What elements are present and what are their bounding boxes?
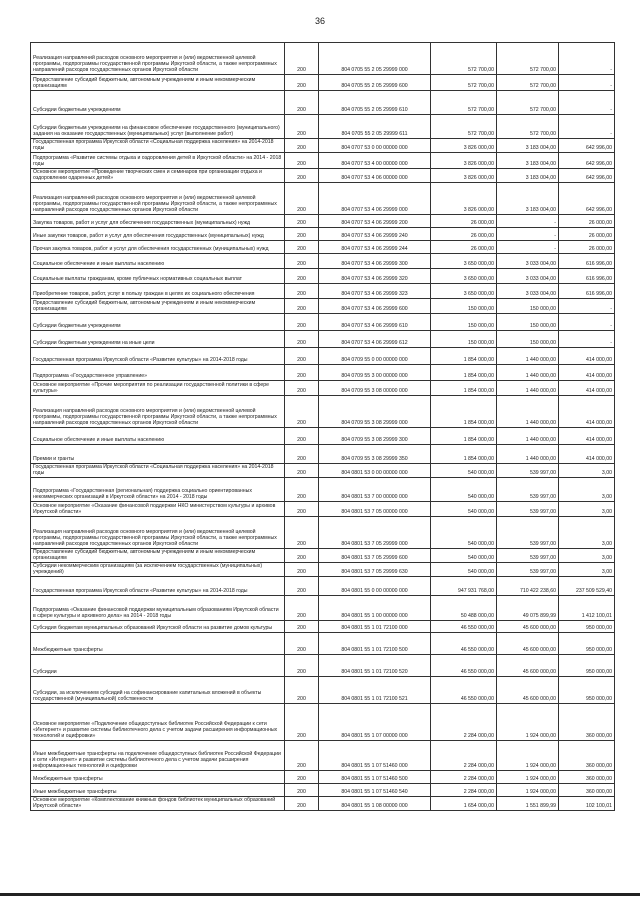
row-name: Государственная программа Иркутской области «Социальная поддержка населения» на 2014-2018 годы (31, 464, 285, 478)
row-admin-code: 200 (285, 797, 319, 811)
row-total: 46 550 000,00 (431, 677, 497, 704)
row-name: Иные закупки товаров, работ и услуг для обеспечения государственных (муниципальных) нужд (31, 228, 285, 241)
row-total: 1 854 000,00 (431, 396, 497, 428)
row-amount-2016: 616 996,00 (559, 254, 615, 269)
row-name: Предоставление субсидий бюджетным, автономным учреждениям и иным некоммерческим организациям (31, 549, 285, 563)
row-amount-2015: 3 033 004,00 (497, 254, 559, 269)
table-row (31, 677, 615, 704)
row-name: Субсидия бюджетам муниципальных образований Иркутской области на развитие домов культуры (31, 621, 285, 633)
row-amount-2015: 572 700,00 (497, 115, 559, 139)
row-admin-code: 200 (285, 563, 319, 577)
table-row (31, 771, 615, 784)
row-amount-2016: 642 996,00 (559, 169, 615, 183)
row-amount-2015: 539 997,00 (497, 517, 559, 549)
row-admin-code: 200 (285, 784, 319, 797)
row-name: Межбюджетные трансферты (31, 633, 285, 655)
row-amount-2016: 616 996,00 (559, 269, 615, 284)
row-amount-2015: 572 700,00 (497, 91, 559, 115)
row-amount-2015: 1 924 000,00 (497, 704, 559, 741)
row-admin-code: 200 (285, 215, 319, 228)
row-total: 26 000,00 (431, 241, 497, 254)
row-admin-code: 200 (285, 704, 319, 741)
row-amount-2016: 3,00 (559, 549, 615, 563)
row-budget-code: 804 0707 53 4 06 29999 300 (319, 254, 431, 269)
table-row (31, 428, 615, 445)
row-amount-2016: - (559, 91, 615, 115)
row-budget-code: 804 0801 53 7 05 00000 000 (319, 502, 431, 517)
row-admin-code: 200 (285, 464, 319, 478)
row-admin-code: 200 (285, 478, 319, 502)
row-admin-code: 200 (285, 396, 319, 428)
row-admin-code: 200 (285, 241, 319, 254)
row-amount-2016: 26 000,00 (559, 228, 615, 241)
row-amount-2016: 950 000,00 (559, 633, 615, 655)
row-admin-code: 200 (285, 284, 319, 299)
table-row (31, 183, 615, 215)
row-total: 2 284 000,00 (431, 704, 497, 741)
table-row (31, 299, 615, 314)
row-budget-code: 804 0707 53 4 06 29999 320 (319, 269, 431, 284)
row-total: 572 700,00 (431, 75, 497, 91)
row-amount-2015: 1 440 000,00 (497, 445, 559, 464)
row-budget-code: 804 0709 55 3 08 00000 000 (319, 381, 431, 396)
table-row (31, 517, 615, 549)
row-amount-2015: 3 033 004,00 (497, 269, 559, 284)
row-amount-2015: 150 000,00 (497, 299, 559, 314)
row-amount-2016: - (559, 314, 615, 331)
row-total: 1 854 000,00 (431, 428, 497, 445)
row-amount-2016: 3,00 (559, 563, 615, 577)
row-name: Субсидии некоммерческим организациям (за исключением государственных (муниципальных) учреждений) (31, 563, 285, 577)
row-admin-code: 200 (285, 502, 319, 517)
row-amount-2016: 642 996,00 (559, 183, 615, 215)
row-admin-code: 200 (285, 331, 319, 348)
row-admin-code: 200 (285, 254, 319, 269)
table-row (31, 215, 615, 228)
table-row (31, 655, 615, 677)
row-budget-code: 804 0709 55 0 00 00000 000 (319, 348, 431, 365)
row-name: Реализация направлений расходов основного мероприятия и (или) ведомственной целевой программы, подпрограммы государственной программы Иркутской области, а также непрограммных направлений расходов государственных органов Иркутской области (31, 183, 285, 215)
row-name: Государственная программа Иркутской области «Развитие культуры» на 2014-2018 годы (31, 577, 285, 596)
table-row (31, 75, 615, 91)
row-admin-code: 200 (285, 677, 319, 704)
row-total: 150 000,00 (431, 331, 497, 348)
row-amount-2015: 150 000,00 (497, 314, 559, 331)
row-amount-2016: - (559, 115, 615, 139)
row-budget-code: 804 0801 55 1 00 00000 000 (319, 596, 431, 621)
row-admin-code: 200 (285, 655, 319, 677)
row-admin-code: 200 (285, 91, 319, 115)
row-amount-2015: 539 997,00 (497, 464, 559, 478)
row-total: 1 654 000,00 (431, 797, 497, 811)
table-row (31, 331, 615, 348)
row-amount-2016: 414 000,00 (559, 445, 615, 464)
row-name: Социальное обеспечение и иные выплаты населению (31, 428, 285, 445)
table-row (31, 314, 615, 331)
row-name: Предоставление субсидий бюджетным, автономным учреждениям и иным некоммерческим организациям (31, 299, 285, 314)
row-amount-2015: 3 033 004,00 (497, 284, 559, 299)
row-amount-2016: - (559, 331, 615, 348)
row-budget-code: 804 0801 55 1 01 72100 500 (319, 633, 431, 655)
row-total: 2 284 000,00 (431, 771, 497, 784)
row-total: 26 000,00 (431, 228, 497, 241)
row-amount-2016: 642 996,00 (559, 153, 615, 169)
row-budget-code: 804 0707 53 4 06 29999 000 (319, 183, 431, 215)
row-amount-2015: 539 997,00 (497, 502, 559, 517)
row-total: 1 854 000,00 (431, 365, 497, 381)
row-budget-code: 804 0801 55 1 07 51460 500 (319, 771, 431, 784)
row-admin-code: 200 (285, 741, 319, 771)
row-budget-code: 804 0705 55 2 05 29999 611 (319, 115, 431, 139)
table-row (31, 549, 615, 563)
row-amount-2016: 360 000,00 (559, 771, 615, 784)
row-name: Социальные выплаты гражданам, кроме публичных нормативных социальных выплат (31, 269, 285, 284)
row-name: Субсидии бюджетным учреждениям на финансовое обеспечение государственного (муниципального) задания на оказание государственных (муниципальных) услуг (выполнение работ) (31, 115, 285, 139)
row-total: 2 284 000,00 (431, 741, 497, 771)
table-row (31, 284, 615, 299)
table-row (31, 153, 615, 169)
row-amount-2015: 1 440 000,00 (497, 348, 559, 365)
row-amount-2015: 1 440 000,00 (497, 381, 559, 396)
table-row (31, 348, 615, 365)
row-amount-2015: 3 183 004,00 (497, 153, 559, 169)
row-name: Подпрограмма «Государственная (региональная) поддержка социально ориентированных некоммерческих организаций в Иркутской области» на 2014 - 2018 годы (31, 478, 285, 502)
row-amount-2015: 1 440 000,00 (497, 428, 559, 445)
row-admin-code: 200 (285, 183, 319, 215)
row-amount-2015: 1 551 899,99 (497, 797, 559, 811)
row-budget-code: 804 0709 55 3 08 29999 350 (319, 445, 431, 464)
row-amount-2016: 26 000,00 (559, 241, 615, 254)
row-amount-2016: - (559, 43, 615, 75)
row-budget-code: 804 0707 53 4 06 29999 244 (319, 241, 431, 254)
table-row (31, 269, 615, 284)
row-amount-2015: 1 924 000,00 (497, 771, 559, 784)
row-amount-2016: 616 996,00 (559, 284, 615, 299)
row-name: Основное мероприятие «Комплектование книжных фондов библиотек муниципальных образований Иркутской области» (31, 797, 285, 811)
row-amount-2015: 539 997,00 (497, 549, 559, 563)
row-budget-code: 804 0801 55 1 01 72100 520 (319, 655, 431, 677)
row-name: Субсидии бюджетным учреждениям (31, 91, 285, 115)
row-admin-code: 200 (285, 445, 319, 464)
row-name: Иные межбюджетные трансферты на подключение общедоступных библиотек Российской Федерации к сети «Интернет» и развитие системы библиотечного дела с учетом задачи расширения информационных технологий и оцифровки (31, 741, 285, 771)
row-amount-2015: 45 600 000,00 (497, 677, 559, 704)
row-total: 1 854 000,00 (431, 445, 497, 464)
row-amount-2016: 3,00 (559, 464, 615, 478)
row-admin-code: 200 (285, 139, 319, 153)
row-budget-code: 804 0801 55 1 01 72100 000 (319, 621, 431, 633)
row-amount-2016: - (559, 75, 615, 91)
row-amount-2016: 414 000,00 (559, 365, 615, 381)
row-name: Прочая закупка товаров, работ и услуг для обеспечения государственных (муниципальных) нужд (31, 241, 285, 254)
row-amount-2016: 414 000,00 (559, 396, 615, 428)
table-row (31, 797, 615, 811)
row-admin-code: 200 (285, 596, 319, 621)
row-total: 572 700,00 (431, 43, 497, 75)
page-number: 36 (314, 16, 325, 26)
row-total: 3 826 000,00 (431, 183, 497, 215)
row-total: 3 826 000,00 (431, 169, 497, 183)
row-amount-2015: 710 422 238,60 (497, 577, 559, 596)
table-row (31, 381, 615, 396)
row-amount-2015: - (497, 241, 559, 254)
row-amount-2016: 3,00 (559, 517, 615, 549)
row-amount-2016: 102 100,01 (559, 797, 615, 811)
row-amount-2016: 360 000,00 (559, 704, 615, 741)
row-admin-code: 200 (285, 228, 319, 241)
row-budget-code: 804 0705 55 2 05 29999 600 (319, 75, 431, 91)
row-total: 46 550 000,00 (431, 655, 497, 677)
row-amount-2015: 1 924 000,00 (497, 784, 559, 797)
table-row (31, 502, 615, 517)
row-amount-2016: 950 000,00 (559, 655, 615, 677)
row-budget-code: 804 0801 53 7 05 29999 000 (319, 517, 431, 549)
row-name: Социальное обеспечение и иные выплаты населению (31, 254, 285, 269)
table-row (31, 91, 615, 115)
row-amount-2016: 414 000,00 (559, 348, 615, 365)
row-budget-code: 804 0801 53 0 00 00000 000 (319, 464, 431, 478)
row-budget-code: 804 0707 53 4 06 29999 612 (319, 331, 431, 348)
row-amount-2015: 539 997,00 (497, 563, 559, 577)
row-amount-2016: 950 000,00 (559, 677, 615, 704)
row-amount-2015: 45 600 000,00 (497, 655, 559, 677)
row-total: 540 000,00 (431, 502, 497, 517)
row-amount-2015: 1 924 000,00 (497, 741, 559, 771)
table-row (31, 563, 615, 577)
row-admin-code: 200 (285, 517, 319, 549)
table-row (31, 365, 615, 381)
row-budget-code: 804 0707 53 4 06 00000 000 (319, 169, 431, 183)
row-name: Субсидии (31, 655, 285, 677)
row-budget-code: 804 0801 55 0 00 00000 000 (319, 577, 431, 596)
row-total: 26 000,00 (431, 215, 497, 228)
row-budget-code: 804 0801 55 1 08 00000 000 (319, 797, 431, 811)
row-total: 3 650 000,00 (431, 269, 497, 284)
row-total: 947 931 768,00 (431, 577, 497, 596)
budget-table (30, 42, 615, 811)
row-budget-code: 804 0801 53 7 05 29999 600 (319, 549, 431, 563)
row-budget-code: 804 0705 55 2 05 29999 000 (319, 43, 431, 75)
row-admin-code: 200 (285, 348, 319, 365)
row-name: Приобретение товаров, работ, услуг в пользу граждан в целях их социального обеспечения (31, 284, 285, 299)
row-amount-2015: 1 440 000,00 (497, 365, 559, 381)
row-name: Государственная программа Иркутской области «Развитие культуры» на 2014-2018 годы (31, 348, 285, 365)
row-amount-2016: 3,00 (559, 502, 615, 517)
row-total: 540 000,00 (431, 478, 497, 502)
row-budget-code: 804 0801 55 1 07 00000 000 (319, 704, 431, 741)
row-admin-code: 200 (285, 43, 319, 75)
row-budget-code: 804 0705 55 2 05 29999 610 (319, 91, 431, 115)
table-row (31, 464, 615, 478)
row-total: 540 000,00 (431, 464, 497, 478)
row-amount-2016: 642 996,00 (559, 139, 615, 153)
row-admin-code: 200 (285, 428, 319, 445)
row-admin-code: 200 (285, 771, 319, 784)
table-row (31, 633, 615, 655)
row-amount-2016: 237 509 529,40 (559, 577, 615, 596)
row-budget-code: 804 0707 53 4 00 00000 000 (319, 153, 431, 169)
table-row (31, 596, 615, 621)
row-budget-code: 804 0707 53 0 00 00000 000 (319, 139, 431, 153)
row-name: Межбюджетные трансферты (31, 771, 285, 784)
row-budget-code: 804 0707 53 4 06 29999 240 (319, 228, 431, 241)
row-amount-2016: 950 000,00 (559, 621, 615, 633)
row-amount-2016: 26 000,00 (559, 215, 615, 228)
row-budget-code: 804 0707 53 4 06 29999 200 (319, 215, 431, 228)
row-admin-code: 200 (285, 381, 319, 396)
row-admin-code: 200 (285, 299, 319, 314)
row-amount-2015: 3 183 004,00 (497, 183, 559, 215)
row-total: 46 550 000,00 (431, 621, 497, 633)
row-name: Основное мероприятие «Проведение творческих смен и семинаров при организации отдыха и оздоровлении одаренных детей» (31, 169, 285, 183)
row-total: 540 000,00 (431, 563, 497, 577)
row-budget-code: 804 0707 53 4 06 29999 610 (319, 314, 431, 331)
table-row (31, 741, 615, 771)
row-budget-code: 804 0801 55 1 07 51460 540 (319, 784, 431, 797)
row-amount-2015: 3 183 004,00 (497, 169, 559, 183)
row-amount-2015: - (497, 215, 559, 228)
row-name: Премии и гранты (31, 445, 285, 464)
row-amount-2015: 49 075 899,99 (497, 596, 559, 621)
row-name: Субсидии бюджетным учреждениям (31, 314, 285, 331)
row-admin-code: 200 (285, 269, 319, 284)
row-total: 150 000,00 (431, 314, 497, 331)
table-row (31, 139, 615, 153)
table-row (31, 115, 615, 139)
table-row (31, 704, 615, 741)
row-total: 540 000,00 (431, 549, 497, 563)
row-total: 3 826 000,00 (431, 153, 497, 169)
row-name: Основное мероприятие «Прочие мероприятия по реализации государственной политики в сфере культуры» (31, 381, 285, 396)
row-amount-2016: 360 000,00 (559, 741, 615, 771)
table-row (31, 396, 615, 428)
row-amount-2015: 1 440 000,00 (497, 396, 559, 428)
row-budget-code: 804 0801 53 7 05 29999 630 (319, 563, 431, 577)
row-total: 50 488 000,00 (431, 596, 497, 621)
row-name: Подпрограмма «Государственное управление» (31, 365, 285, 381)
row-total: 540 000,00 (431, 517, 497, 549)
row-budget-code: 804 0709 55 3 08 29999 000 (319, 396, 431, 428)
row-amount-2015: 45 600 000,00 (497, 621, 559, 633)
row-admin-code: 200 (285, 153, 319, 169)
row-name: Закупка товаров, работ и услуг для обеспечения государственных (муниципальных) нужд (31, 215, 285, 228)
row-admin-code: 200 (285, 549, 319, 563)
row-name: Реализация направлений расходов основного мероприятия и (или) ведомственной целевой программы, подпрограммы государственной программы Иркутской области, а также непрограммных направлений расходов государственных органов Иркутской области (31, 43, 285, 75)
row-amount-2016: 1 412 100,01 (559, 596, 615, 621)
row-admin-code: 200 (285, 577, 319, 596)
row-amount-2015: 572 700,00 (497, 43, 559, 75)
row-admin-code: 200 (285, 75, 319, 91)
row-amount-2015: 150 000,00 (497, 331, 559, 348)
row-name: Основное мероприятие «Подключение общедоступных библиотек Российской Федерации к сети «Интернет» и развитие системы библиотечного дела с учетом задачи расширения информационных технологий и оцифровки» (31, 704, 285, 741)
table-row (31, 228, 615, 241)
row-name: Реализация направлений расходов основного мероприятия и (или) ведомственной целевой программы, подпрограммы государственной программы Иркутской области, а также непрограммных направлений расходов государственных органов Иркутской области (31, 517, 285, 549)
row-total: 1 854 000,00 (431, 348, 497, 365)
budget-table-body (31, 43, 615, 811)
row-budget-code: 804 0801 53 7 00 00000 000 (319, 478, 431, 502)
row-amount-2015: 3 183 004,00 (497, 139, 559, 153)
row-admin-code: 200 (285, 365, 319, 381)
row-total: 46 550 000,00 (431, 633, 497, 655)
row-name: Подпрограмма «Развитие системы отдыха и оздоровления детей в Иркутской области» на 2014 - 2018 годы (31, 153, 285, 169)
row-name: Субсидии бюджетным учреждениям на иные цели (31, 331, 285, 348)
row-amount-2016: 414 000,00 (559, 428, 615, 445)
row-amount-2015: 539 997,00 (497, 478, 559, 502)
row-total: 2 284 000,00 (431, 784, 497, 797)
row-total: 1 854 000,00 (431, 381, 497, 396)
row-name: Подпрограмма «Оказание финансовой поддержки муниципальным образованиям Иркутской области в сфере культуры и архивного дела» на 2014 - 2018 годы (31, 596, 285, 621)
row-budget-code: 804 0707 53 4 06 29999 600 (319, 299, 431, 314)
row-name: Государственная программа Иркутской области «Социальная поддержка населения» на 2014-2018 годы (31, 139, 285, 153)
row-admin-code: 200 (285, 621, 319, 633)
row-amount-2016: - (559, 299, 615, 314)
table-row (31, 43, 615, 75)
table-row (31, 784, 615, 797)
table-row (31, 254, 615, 269)
row-total: 150 000,00 (431, 299, 497, 314)
row-budget-code: 804 0707 53 4 06 29999 323 (319, 284, 431, 299)
row-total: 572 700,00 (431, 115, 497, 139)
table-row (31, 445, 615, 464)
row-admin-code: 200 (285, 314, 319, 331)
table-row (31, 478, 615, 502)
row-amount-2016: 414 000,00 (559, 381, 615, 396)
row-name: Иные межбюджетные трансферты (31, 784, 285, 797)
row-total: 3 650 000,00 (431, 284, 497, 299)
row-name: Реализация направлений расходов основного мероприятия и (или) ведомственной целевой программы, подпрограммы государственной программы Иркутской области, а также непрограммных направлений расходов государственных органов Иркутской области (31, 396, 285, 428)
row-admin-code: 200 (285, 633, 319, 655)
row-amount-2015: - (497, 228, 559, 241)
table-row (31, 169, 615, 183)
row-budget-code: 804 0801 55 1 07 51460 000 (319, 741, 431, 771)
table-row (31, 241, 615, 254)
row-name: Основное мероприятие «Оказание финансовой поддержки НКО министерством культуры и архивов Иркутской области» (31, 502, 285, 517)
row-total: 3 826 000,00 (431, 139, 497, 153)
row-budget-code: 804 0709 55 3 08 29999 300 (319, 428, 431, 445)
row-amount-2016: 3,00 (559, 478, 615, 502)
row-total: 3 650 000,00 (431, 254, 497, 269)
row-admin-code: 200 (285, 169, 319, 183)
row-total: 572 700,00 (431, 91, 497, 115)
row-name: Субсидии, за исключением субсидий на софинансирование капитальных вложений в объекты государственной (муниципальной) собственности (31, 677, 285, 704)
row-budget-code: 804 0801 55 1 01 72100 521 (319, 677, 431, 704)
table-row (31, 577, 615, 596)
row-amount-2016: 360 000,00 (559, 784, 615, 797)
page-bottom-rule (0, 893, 640, 896)
row-name: Предоставление субсидий бюджетным, автономным учреждениям и иным некоммерческим организациям (31, 75, 285, 91)
row-admin-code: 200 (285, 115, 319, 139)
row-amount-2015: 572 700,00 (497, 75, 559, 91)
row-amount-2015: 45 600 000,00 (497, 633, 559, 655)
row-budget-code: 804 0709 55 3 00 00000 000 (319, 365, 431, 381)
table-row (31, 621, 615, 633)
